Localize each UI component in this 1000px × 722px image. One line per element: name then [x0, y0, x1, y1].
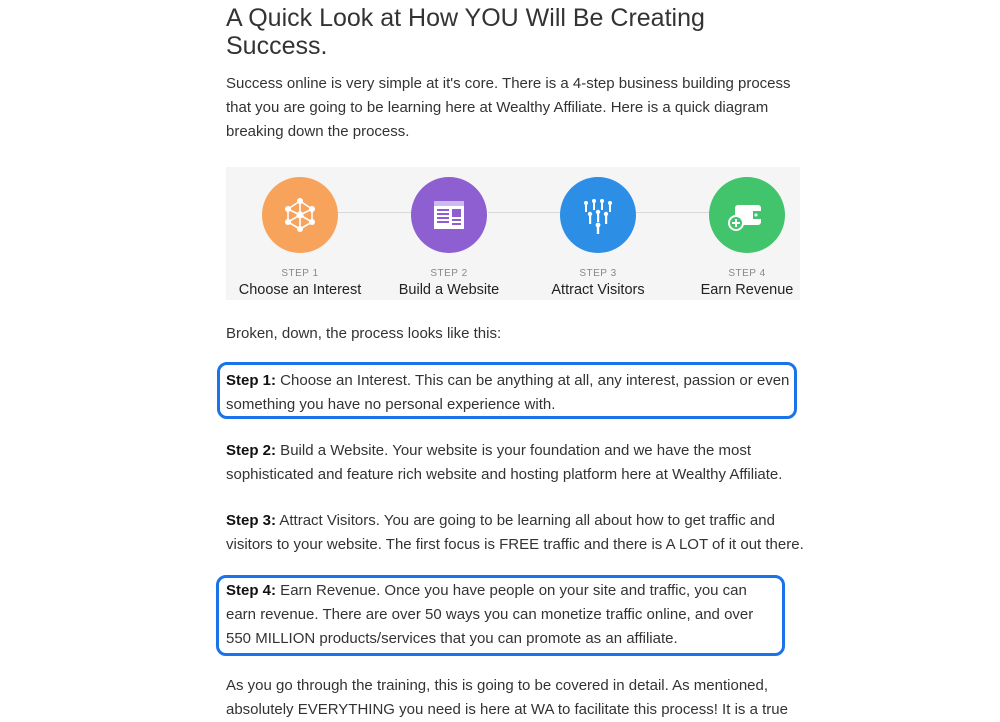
step-number: STEP 4	[728, 268, 766, 279]
closing-paragraph: As you go through the training, this is going to be covered in detail. As mentioned, absolutely EVERYTHING you need is here at WA to facilitate this process! It is a true	[226, 677, 788, 718]
article-title: A Quick Look at How YOU Will Be Creating Success.	[226, 4, 705, 60]
highlight-box-step-1	[217, 362, 797, 419]
step-1-label: Step 1:	[226, 372, 277, 389]
diagram-step-3	[528, 177, 668, 298]
step-name: Choose an Interest	[238, 282, 362, 298]
step-3-paragraph	[226, 509, 806, 557]
step-1-text: Choose an Interest. This can be anything at all, any interest, passion or even something you have no personal experience with.	[226, 372, 790, 413]
step-name: Earn Revenue	[700, 282, 794, 298]
process-diagram	[226, 167, 800, 300]
visitors-icon	[560, 177, 636, 253]
step-number: STEP 1	[281, 268, 319, 279]
diagram-step-4	[677, 177, 817, 298]
broken-down-paragraph: Broken, down, the process looks like this:	[226, 325, 502, 342]
step-name: Attract Visitors	[551, 282, 645, 298]
step-number: STEP 3	[579, 268, 617, 279]
step-4-text: Earn Revenue. Once you have people on your site and traffic, you can earn revenue. There are over 50 ways you can monetize traffic online, and over 550 MILLION products/services that you can promote as an affiliate.	[226, 582, 754, 647]
step-2-text: Build a Website. Your website is your foundation and we have the most sophisticated and feature rich website and hosting platform here at Wealthy Affiliate.	[226, 442, 783, 483]
step-3-label: Step 3:	[226, 512, 277, 529]
diagram-step-1	[230, 177, 370, 298]
step-3-text: Attract Visitors. You are going to be learning all about how to get traffic and visitors to your website. The first focus is FREE traffic and there is A LOT of it out there.	[226, 512, 804, 553]
highlight-box-step-4	[216, 575, 785, 656]
step-name: Build a Website	[398, 282, 500, 298]
step-number: STEP 2	[430, 268, 468, 279]
network-icon	[262, 177, 338, 253]
step-2-label: Step 2:	[226, 442, 277, 459]
intro-paragraph: Success online is very simple at it's core. There is a 4-step business building process that you are going to be learning here at Wealthy Affiliate. Here is a quick diagram breaking down the process.	[226, 75, 791, 140]
diagram-step-2	[379, 177, 519, 298]
website-icon	[411, 177, 487, 253]
wallet-icon	[709, 177, 785, 253]
step-4-label: Step 4:	[226, 582, 277, 599]
step-2-paragraph	[226, 439, 806, 487]
